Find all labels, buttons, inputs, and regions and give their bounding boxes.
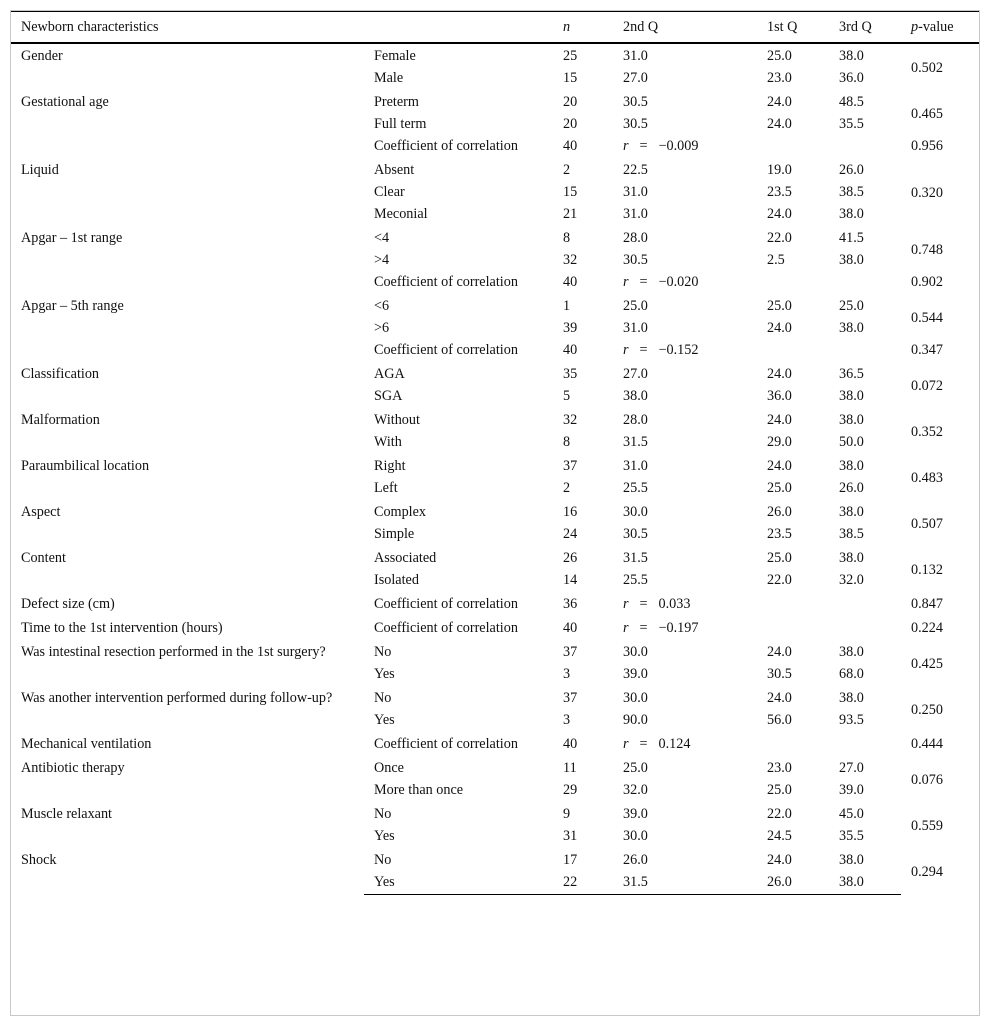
header-p-symbol: p: [911, 18, 919, 35]
q1-cell: 23.0: [767, 760, 792, 776]
n-cell: 35: [563, 366, 578, 382]
table-row: [11, 226, 979, 250]
q3-cell: 38.0: [839, 504, 864, 520]
q3-cell: 26.0: [839, 162, 864, 178]
characteristic-name: Liquid: [21, 162, 59, 178]
header-characteristic: Newborn characteristics: [11, 12, 364, 44]
q2-cell: 31.0: [623, 206, 648, 222]
n-cell: 24: [563, 526, 578, 542]
table-row: [11, 732, 979, 756]
category-cell: Yes: [364, 872, 553, 895]
n-cell: 3: [563, 666, 571, 682]
correlation-label: Coefficient of correlation: [374, 138, 518, 154]
q1-cell: 24.0: [767, 852, 792, 868]
p-value-cell: 0.559: [911, 818, 943, 834]
q3-cell: 38.0: [839, 644, 864, 660]
q2-cell: 30.0: [623, 690, 648, 706]
q1-cell: 26.0: [757, 872, 829, 895]
correlation-label: Coefficient of correlation: [374, 736, 518, 752]
q1-cell: 24.0: [767, 366, 792, 382]
category-cell: <4: [374, 230, 390, 246]
q2-cell: 25.0: [623, 760, 648, 776]
q2-cell: 32.0: [623, 782, 648, 798]
characteristic-name: Classification: [21, 366, 100, 382]
characteristic-name: Defect size (cm): [21, 596, 115, 612]
q2-cell: 31.5: [613, 872, 757, 895]
header-p-value: [901, 12, 979, 44]
n-cell: 2: [563, 480, 571, 496]
q1-cell: 56.0: [767, 712, 792, 728]
p-value-cell: 0.347: [911, 342, 943, 358]
n-cell: 20: [563, 94, 578, 110]
category-cell: SGA: [374, 388, 403, 404]
q2-cell: 30.0: [623, 644, 648, 660]
q1-cell: 23.0: [767, 70, 792, 86]
q1-cell: 24.0: [767, 320, 792, 336]
n-cell: 32: [563, 252, 578, 268]
n-cell: 29: [563, 782, 578, 798]
correlation-label: Coefficient of correlation: [374, 342, 518, 358]
n-cell: 31: [563, 828, 578, 844]
q3-cell: 38.5: [839, 526, 864, 542]
equals-sign: =: [639, 138, 648, 154]
category-cell: AGA: [374, 366, 405, 382]
p-value-cell: 0.956: [911, 138, 943, 154]
q1-cell: 25.0: [767, 782, 792, 798]
q2-cell: 31.0: [623, 184, 648, 200]
header-row: [11, 12, 979, 44]
table-row: [11, 362, 979, 386]
q3-cell: 48.5: [839, 94, 864, 110]
characteristic-name: Shock: [21, 852, 57, 868]
q2-cell: 27.0: [623, 366, 648, 382]
q1-cell: 22.0: [767, 572, 792, 588]
n-cell: 20: [563, 116, 578, 132]
characteristic-name: Mechanical ventilation: [21, 736, 152, 752]
category-cell: Female: [374, 48, 416, 64]
category-cell: Clear: [374, 184, 405, 200]
category-cell: Full term: [374, 116, 427, 132]
q2-cell: 31.5: [623, 434, 648, 450]
table-row: [11, 592, 979, 616]
r-value: 0.033: [658, 596, 691, 612]
characteristic-name: Gestational age: [21, 94, 109, 110]
characteristic-name: Aspect: [21, 504, 61, 520]
q1-cell: 19.0: [767, 162, 792, 178]
characteristic-name: Content: [21, 550, 66, 566]
q3-cell: 38.0: [839, 48, 864, 64]
q1-cell: 22.0: [767, 806, 792, 822]
q3-cell: 50.0: [839, 434, 864, 450]
equals-sign: =: [639, 736, 648, 752]
equals-sign: =: [639, 274, 648, 290]
n-cell: 37: [563, 458, 578, 474]
table-row: [11, 756, 979, 780]
characteristic-name: Time to the 1st intervention (hours): [21, 620, 223, 636]
category-cell: No: [374, 852, 392, 868]
category-cell: Male: [374, 70, 404, 86]
header-category: [364, 12, 553, 44]
n-cell: 21: [563, 206, 578, 222]
r-symbol: r: [623, 736, 629, 752]
category-cell: Preterm: [374, 94, 419, 110]
q3-cell: 38.0: [839, 458, 864, 474]
q3-cell: 38.0: [839, 252, 864, 268]
table-row: [11, 294, 979, 318]
n-cell: 5: [563, 388, 571, 404]
table-row: [11, 848, 979, 872]
p-value-cell: 0.425: [911, 656, 943, 672]
p-value-cell: 0.352: [911, 424, 943, 440]
p-value-cell: 0.483: [911, 470, 943, 486]
table-row: [11, 640, 979, 664]
q3-cell: 36.0: [839, 70, 864, 86]
p-value-cell: 0.320: [911, 185, 943, 201]
r-symbol: r: [623, 342, 629, 358]
category-cell: Once: [374, 760, 404, 776]
table-row: [11, 686, 979, 710]
characteristic-name: Malformation: [21, 412, 100, 428]
r-symbol: r: [623, 274, 629, 290]
table-row: [11, 158, 979, 182]
correlation-label: Coefficient of correlation: [374, 274, 518, 290]
table-row: [11, 500, 979, 524]
category-cell: >4: [374, 252, 390, 268]
category-cell: Yes: [374, 712, 395, 728]
q3-cell: 32.0: [839, 572, 864, 588]
q1-cell: 25.0: [767, 298, 792, 314]
q1-cell: 24.0: [767, 206, 792, 222]
n-cell: 39: [563, 320, 578, 336]
r-symbol: r: [623, 138, 629, 154]
correlation-label: Coefficient of correlation: [374, 596, 518, 612]
q1-cell: 23.5: [767, 184, 792, 200]
table-row: [11, 408, 979, 432]
category-cell: Yes: [374, 828, 395, 844]
category-cell: Complex: [374, 504, 427, 520]
n-cell: 16: [563, 504, 578, 520]
q1-cell: 29.0: [767, 434, 792, 450]
category-cell: Absent: [374, 162, 415, 178]
q3-cell: 93.5: [839, 712, 864, 728]
q2-cell: 39.0: [623, 666, 648, 682]
q2-cell: 31.0: [623, 48, 648, 64]
q1-cell: 23.5: [767, 526, 792, 542]
q3-cell: 39.0: [839, 782, 864, 798]
category-cell: Yes: [374, 666, 395, 682]
q1-cell: 24.0: [767, 644, 792, 660]
q3-cell: 38.0: [839, 852, 864, 868]
q2-cell: 39.0: [623, 806, 648, 822]
header-p-suffix: -value: [918, 18, 954, 35]
category-cell: Without: [374, 412, 420, 428]
n-cell: 37: [563, 644, 578, 660]
q2-cell: 25.5: [623, 572, 648, 588]
q3-cell: 35.5: [839, 828, 864, 844]
n-cell: 40: [563, 736, 578, 752]
q3-cell: 38.0: [839, 388, 864, 404]
q1-cell: 24.0: [767, 116, 792, 132]
n-cell: 25: [563, 48, 578, 64]
header-q3: 3rd Q: [829, 12, 901, 44]
n-cell: 11: [563, 760, 577, 776]
q1-cell: 24.0: [767, 458, 792, 474]
table-row: [11, 546, 979, 570]
q2-cell: 31.0: [623, 320, 648, 336]
table-row: [11, 802, 979, 826]
p-value-cell: 0.847: [911, 596, 943, 612]
n-cell: 8: [563, 230, 571, 246]
q2-cell: 28.0: [623, 230, 648, 246]
n-cell: 22: [553, 872, 613, 895]
q1-cell: 26.0: [767, 504, 792, 520]
r-symbol: r: [623, 596, 629, 612]
n-cell: 15: [563, 184, 578, 200]
header-q2: 2nd Q: [613, 12, 757, 44]
equals-sign: =: [639, 620, 648, 636]
category-cell: Simple: [374, 526, 415, 542]
q1-cell: 2.5: [767, 252, 785, 268]
r-value: −0.152: [658, 342, 699, 358]
table-row: [11, 90, 979, 114]
n-cell: 32: [563, 412, 578, 428]
n-cell: 26: [563, 550, 578, 566]
q3-cell: 25.0: [839, 298, 864, 314]
p-value-cell: 0.132: [911, 562, 943, 578]
correlation-r-cell: [613, 592, 901, 616]
category-cell: With: [374, 434, 402, 450]
characteristic-name: Apgar – 5th range: [21, 298, 124, 314]
category-cell: Meconial: [374, 206, 428, 222]
q3-cell: 38.0: [839, 206, 864, 222]
n-cell: 3: [563, 712, 571, 728]
p-value-cell: 0.507: [911, 516, 943, 532]
p-value-cell: 0.250: [911, 702, 943, 718]
p-value-cell: 0.294: [911, 864, 943, 881]
p-value-cell: 0.902: [911, 274, 943, 290]
correlation-r-cell: [613, 732, 901, 756]
correlation-r-cell: [613, 616, 901, 640]
category-cell: More than once: [374, 782, 464, 798]
r-value: 0.124: [658, 736, 691, 752]
characteristic-name: Gender: [21, 48, 63, 64]
n-cell: 36: [563, 596, 578, 612]
p-value-cell: 0.076: [911, 772, 943, 788]
equals-sign: =: [639, 342, 648, 358]
n-cell: 14: [563, 572, 578, 588]
q1-cell: 24.5: [767, 828, 792, 844]
q3-cell: 45.0: [839, 806, 864, 822]
n-cell: 2: [563, 162, 571, 178]
p-value-cell: 0.224: [911, 620, 943, 636]
q1-cell: 25.0: [767, 48, 792, 64]
characteristic-name: Was another intervention performed during follow-up?: [21, 690, 333, 706]
n-cell: 40: [563, 620, 578, 636]
category-cell: No: [374, 806, 392, 822]
r-value: −0.020: [658, 274, 699, 290]
q1-cell: 30.5: [767, 666, 792, 682]
characteristic-name: Muscle relaxant: [21, 806, 112, 822]
p-value-cell: 0.465: [911, 106, 943, 122]
p-value-cell: 0.072: [911, 378, 943, 394]
q2-cell: 31.0: [623, 458, 648, 474]
table-row: [11, 454, 979, 478]
q2-cell: 25.5: [623, 480, 648, 496]
n-cell: 40: [563, 138, 578, 154]
characteristic-name: Was intestinal resection performed in the 1st surgery?: [21, 644, 326, 660]
characteristic-name: Paraumbilical location: [21, 458, 150, 474]
n-cell: 40: [563, 342, 578, 358]
q2-cell: 38.0: [623, 388, 648, 404]
n-cell: 15: [563, 70, 578, 86]
q2-cell: 90.0: [623, 712, 648, 728]
category-cell: Left: [374, 480, 398, 496]
q3-cell: 68.0: [839, 666, 864, 682]
p-value-cell: 0.444: [911, 736, 943, 752]
q1-cell: 22.0: [767, 230, 792, 246]
category-cell: No: [374, 644, 392, 660]
n-cell: 8: [563, 434, 571, 450]
category-cell: >6: [374, 320, 390, 336]
q3-cell: 26.0: [839, 480, 864, 496]
category-cell: Isolated: [374, 572, 419, 588]
q2-cell: 30.0: [623, 828, 648, 844]
q1-cell: 24.0: [767, 412, 792, 428]
category-cell: Associated: [374, 550, 437, 566]
category-cell: No: [374, 690, 392, 706]
characteristic-name: Apgar – 1st range: [21, 230, 123, 246]
q2-cell: 30.5: [623, 526, 648, 542]
table-row: [11, 616, 979, 640]
q3-cell: 36.5: [839, 366, 864, 382]
q1-cell: 24.0: [767, 94, 792, 110]
q3-cell: 38.0: [839, 412, 864, 428]
table-body: [11, 43, 979, 895]
n-cell: 17: [563, 852, 578, 868]
p-value-cell: 0.748: [911, 242, 943, 258]
data-table: [11, 11, 979, 895]
q3-cell: 38.0: [839, 690, 864, 706]
q3-cell: 41.5: [839, 230, 864, 246]
p-value-cell: 0.544: [911, 310, 943, 326]
q2-cell: 27.0: [623, 70, 648, 86]
header-q1: 1st Q: [757, 12, 829, 44]
category-cell: <6: [374, 298, 390, 314]
q3-cell: 38.0: [839, 320, 864, 336]
category-cell: Right: [374, 458, 406, 474]
correlation-label: Coefficient of correlation: [374, 620, 518, 636]
q2-cell: 30.5: [623, 116, 648, 132]
q3-cell: 27.0: [839, 760, 864, 776]
table-frame: [10, 10, 980, 1016]
correlation-r-cell: [613, 340, 901, 362]
q2-cell: 30.5: [623, 252, 648, 268]
q2-cell: 28.0: [623, 412, 648, 428]
q3-cell: 38.0: [839, 550, 864, 566]
q1-cell: 36.0: [767, 388, 792, 404]
q2-cell: 25.0: [623, 298, 648, 314]
characteristic-name: Antibiotic therapy: [21, 760, 125, 776]
n-cell: 40: [563, 274, 578, 290]
n-cell: 9: [563, 806, 571, 822]
table-row: [11, 43, 979, 68]
q3-cell: 38.0: [829, 872, 901, 895]
n-cell: 1: [563, 298, 571, 314]
q2-cell: 31.5: [623, 550, 648, 566]
correlation-r-cell: [613, 272, 901, 294]
q2-cell: 30.5: [623, 94, 648, 110]
r-value: −0.197: [658, 620, 699, 636]
equals-sign: =: [639, 596, 648, 612]
q1-cell: 25.0: [767, 480, 792, 496]
r-value: −0.009: [658, 138, 699, 154]
q2-cell: 30.0: [623, 504, 648, 520]
correlation-r-cell: [613, 136, 901, 158]
p-value-cell: 0.502: [911, 60, 943, 76]
n-cell: 37: [563, 690, 578, 706]
q1-cell: 25.0: [767, 550, 792, 566]
r-symbol: r: [623, 620, 629, 636]
q2-cell: 26.0: [623, 852, 648, 868]
q2-cell: 22.5: [623, 162, 648, 178]
q3-cell: 35.5: [839, 116, 864, 132]
header-n: n: [553, 12, 613, 44]
q3-cell: 38.5: [839, 184, 864, 200]
q1-cell: 24.0: [767, 690, 792, 706]
